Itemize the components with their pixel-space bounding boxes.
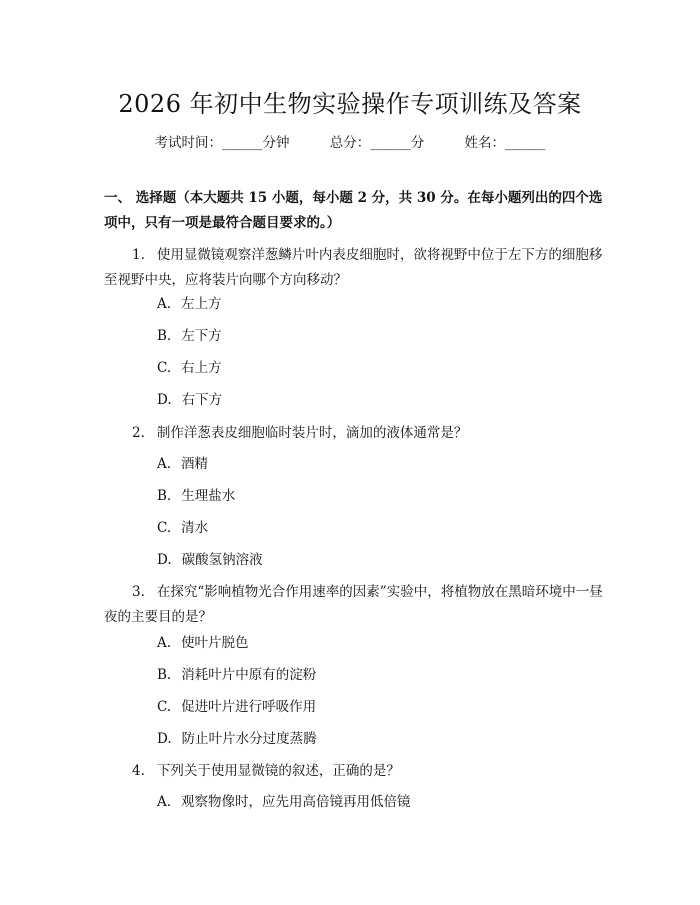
option-text: 促进叶片进行呼吸作用 — [181, 699, 317, 715]
option-letter: C. — [157, 699, 172, 715]
option-text: 消耗叶片中原有的淀粉 — [181, 667, 317, 683]
question-number: 1. — [132, 247, 145, 263]
exam-meta — [0, 131, 700, 151]
option-letter: D. — [157, 731, 172, 747]
option-3c — [157, 697, 316, 717]
question-text: 制作洋葱表皮细胞临时装片时，滴加的液体通常是？ — [156, 425, 468, 441]
section-heading: 一、 选择题（本大题共 15 小题，每小题 2 分，共 30 分。在每小题列出的四个选项中，只有一项是最符合题目要求的。） — [104, 190, 603, 231]
option-4a — [157, 792, 411, 812]
option-1b — [157, 326, 222, 346]
option-text: 右下方 — [181, 392, 223, 408]
question-4 — [104, 759, 604, 784]
exam-time: 考试时间：______分钟 — [154, 135, 290, 151]
option-letter: C. — [157, 360, 172, 376]
question-text: 使用显微镜观察洋葱鳞片叶内表皮细胞时，欲将视野中位于左下方的细胞移至视野中央，应将装片向哪个方向移动？ — [104, 247, 603, 288]
option-3d — [157, 729, 317, 749]
question-text: 在探究“影响植物光合作用速率的因素”实验中，将植物放在黑暗环境中一昼夜的主要目的是？ — [104, 584, 603, 625]
option-letter: A. — [157, 794, 172, 810]
option-text: 生理盐水 — [181, 488, 236, 504]
option-text: 使叶片脱色 — [181, 635, 249, 651]
question-number: 2. — [132, 425, 145, 441]
option-1c — [157, 358, 222, 378]
question-number: 4. — [132, 763, 145, 779]
exam-name: 姓名：______ — [464, 135, 546, 151]
option-text: 清水 — [181, 520, 209, 536]
option-2b — [157, 486, 235, 506]
option-1d — [157, 390, 222, 410]
option-letter: B. — [157, 667, 172, 683]
option-letter: B. — [157, 488, 172, 504]
option-letter: B. — [157, 328, 172, 344]
question-text: 下列关于使用显微镜的叙述，正确的是？ — [156, 763, 400, 779]
option-2d — [157, 550, 263, 570]
option-text: 防止叶片水分过度蒸腾 — [181, 731, 317, 747]
option-text: 碳酸氢钠溶液 — [181, 552, 263, 568]
question-2 — [104, 421, 604, 446]
option-letter: A. — [157, 456, 172, 472]
page-title: 2026 年初中生物实验操作专项训练及答案 — [118, 90, 582, 118]
option-text: 左下方 — [181, 328, 222, 344]
option-3a — [157, 633, 249, 653]
option-letter: C. — [157, 520, 172, 536]
option-letter: D. — [157, 392, 172, 408]
option-text: 右上方 — [181, 360, 222, 376]
option-text: 观察物像时，应先用高倍镜再用低倍镜 — [181, 794, 411, 810]
option-text: 酒精 — [181, 456, 209, 472]
option-letter: A. — [157, 296, 172, 312]
question-3 — [104, 580, 604, 630]
option-text: 左上方 — [181, 296, 222, 312]
option-2c — [157, 518, 208, 538]
option-letter: A. — [157, 635, 172, 651]
question-1 — [104, 243, 604, 293]
exam-score: 总分：______分 — [329, 135, 425, 151]
option-1a — [157, 294, 222, 314]
option-3b — [157, 665, 316, 685]
question-number: 3. — [132, 584, 145, 600]
option-2a — [157, 454, 208, 474]
option-letter: D. — [157, 552, 172, 568]
